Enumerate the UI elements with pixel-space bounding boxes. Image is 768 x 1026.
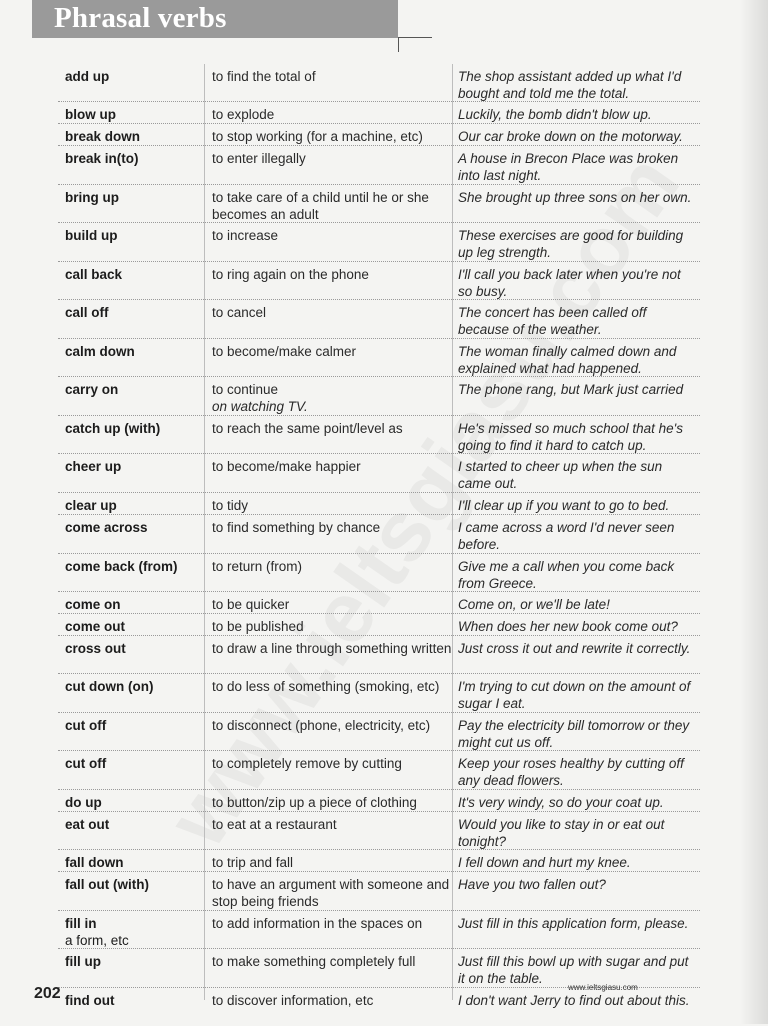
meaning: to have an argument with someone and stop being friends: [212, 877, 450, 909]
meaning: to enter illegally: [212, 151, 306, 166]
table-row: [58, 592, 700, 614]
phrasal-verb: fill up: [65, 954, 101, 969]
table-row: [58, 454, 700, 493]
example: Our car broke down on the motorway.: [458, 129, 683, 144]
meaning-continuation: on watching TV.: [212, 399, 308, 414]
meaning: to draw a line through something written: [212, 641, 452, 656]
phrasal-verb: blow up: [65, 107, 116, 122]
example: The phone rang, but Mark just carried: [458, 382, 684, 397]
table-row: [58, 790, 700, 812]
meaning: to ring again on the phone: [212, 267, 369, 282]
example: The woman finally calmed down and explained what had happened.: [458, 344, 677, 376]
meaning: to button/zip up a piece of clothing: [212, 795, 417, 810]
phrasal-verb: clear up: [65, 498, 117, 513]
phrasal-verb: come back (from): [65, 559, 178, 574]
phrasal-verb: cut off: [65, 718, 107, 733]
meaning: to be quicker: [212, 597, 290, 612]
table-row: [58, 416, 700, 454]
phrasal-verb: catch up (with): [65, 421, 161, 436]
example: I'll clear up if you want to go to bed.: [458, 498, 670, 513]
meaning: to cancel: [212, 305, 267, 320]
meaning: to do less of something (smoking, etc): [212, 679, 440, 694]
meaning: to tidy: [212, 498, 249, 513]
table-row: [58, 262, 700, 300]
example: A house in Brecon Place was broken into last night.: [458, 151, 679, 183]
table-row: [58, 751, 700, 790]
table-row: [58, 636, 700, 674]
header-rule: [398, 37, 432, 38]
table-row: [58, 185, 700, 223]
phrasal-verb: come out: [65, 619, 126, 634]
table-row: [58, 911, 700, 949]
example: I fell down and hurt my knee.: [458, 855, 631, 870]
meaning: to become/make calmer: [212, 344, 357, 359]
phrasal-verb: eat out: [65, 817, 110, 832]
meaning: to return (from): [212, 559, 303, 574]
phrasal-verb: cut off: [65, 756, 107, 771]
meaning: to explode: [212, 107, 275, 122]
table-row: [58, 872, 700, 911]
meaning: to be published: [212, 619, 304, 634]
phrasal-verb: come across: [65, 520, 148, 535]
meaning-group: [212, 381, 452, 415]
phrasal-verb: do up: [65, 795, 102, 810]
phrasal-verb: come on: [65, 597, 121, 612]
page-number: 202: [34, 985, 61, 1002]
website-url: www.ieltsgiasu.com: [568, 983, 638, 992]
table-row: [58, 493, 700, 515]
table-row: [58, 614, 700, 636]
example: When does her new book come out?: [458, 619, 678, 634]
phrasal-verb-object: a form, etc: [65, 933, 129, 948]
example: Just fill this bowl up with sugar and put it on the table.: [458, 954, 689, 986]
phrasal-verb: build up: [65, 228, 118, 243]
example: Give me a call when you come back from Greece.: [458, 559, 675, 591]
meaning: to find something by chance: [212, 520, 381, 535]
meaning: to discover information, etc: [212, 993, 374, 1008]
phrasal-verb: break in(to): [65, 151, 139, 166]
meaning: to disconnect (phone, electricity, etc): [212, 718, 431, 733]
meaning: to completely remove by cutting: [212, 756, 402, 771]
meaning: to trip and fall: [212, 855, 294, 870]
example: Have you two fallen out?: [458, 877, 606, 892]
example: Keep your roses healthy by cutting off any dead flowers.: [458, 756, 684, 788]
phrasal-verb: cut down (on): [65, 679, 154, 694]
example: I'll call you back later when you're not so busy.: [458, 267, 681, 299]
table-row: [58, 223, 700, 262]
meaning: to continue: [212, 382, 279, 397]
example: The shop assistant added up what I'd bought and told me the total.: [458, 69, 682, 101]
example: She brought up three sons on her own.: [458, 190, 692, 205]
example: I'm trying to cut down on the amount of sugar I eat.: [458, 679, 691, 711]
example: Would you like to stay in or eat out tonight?: [458, 817, 665, 849]
meaning: to add information in the spaces on: [212, 916, 423, 931]
example: Just cross it out and rewrite it correctly.: [458, 641, 691, 656]
table-row: [58, 812, 700, 850]
phrasal-verb: calm down: [65, 344, 135, 359]
table-row: [58, 515, 700, 554]
meaning: to become/make happier: [212, 459, 361, 474]
table-row: [58, 339, 700, 377]
example: I started to cheer up when the sun came out.: [458, 459, 663, 491]
page-edge-shadow: [740, 0, 768, 1024]
meaning: to increase: [212, 228, 279, 243]
phrasal-verb: carry on: [65, 382, 119, 397]
meaning: to reach the same point/level as: [212, 421, 403, 436]
table-row: [58, 850, 700, 872]
table-row: [58, 146, 700, 185]
table-row: [58, 988, 700, 1026]
phrasal-verbs-table: [58, 64, 700, 1026]
phrasal-verb: bring up: [65, 190, 119, 205]
meaning: to stop working (for a machine, etc): [212, 129, 423, 144]
example: It's very windy, so do your coat up.: [458, 795, 664, 810]
phrasal-verb: break down: [65, 129, 141, 144]
phrasal-verb: find out: [65, 993, 115, 1008]
phrasal-verb: fill in: [65, 916, 97, 931]
phrasal-verb: add up: [65, 69, 110, 84]
table-row: [58, 674, 700, 713]
example: These exercises are good for building up leg strength.: [458, 228, 684, 260]
table-row: [58, 300, 700, 339]
example: I don't want Jerry to find out about this.: [458, 993, 690, 1008]
example: He's missed so much school that he's going to find it hard to catch up.: [458, 421, 684, 453]
phrasal-verb-group: [65, 915, 203, 949]
table-row: [58, 554, 700, 592]
meaning: to eat at a restaurant: [212, 817, 337, 832]
meaning: to take care of a child until he or she becomes an adult: [212, 190, 429, 222]
example: I came across a word I'd never seen before.: [458, 520, 675, 552]
phrasal-verb: fall out (with): [65, 877, 149, 892]
table-row: [58, 713, 700, 751]
example: Come on, or we'll be late!: [458, 597, 610, 612]
meaning: to make something completely full: [212, 954, 416, 969]
phrasal-verb: call back: [65, 267, 123, 282]
header-tick: [398, 38, 399, 52]
example: Just fill in this application form, please.: [458, 916, 689, 931]
table-row: [58, 124, 700, 146]
example: Luckily, the bomb didn't blow up.: [458, 107, 652, 122]
example: The concert has been called off because of the weather.: [458, 305, 647, 337]
table-row: [58, 64, 700, 102]
phrasal-verb: cheer up: [65, 459, 122, 474]
phrasal-verb: call off: [65, 305, 109, 320]
example: Pay the electricity bill tomorrow or they might cut us off.: [458, 718, 690, 750]
phrasal-verb: cross out: [65, 641, 126, 656]
table-row: [58, 377, 700, 416]
page-title: Phrasal verbs: [54, 2, 227, 34]
table-row: [58, 102, 700, 124]
phrasal-verb: fall down: [65, 855, 124, 870]
meaning: to find the total of: [212, 69, 316, 84]
